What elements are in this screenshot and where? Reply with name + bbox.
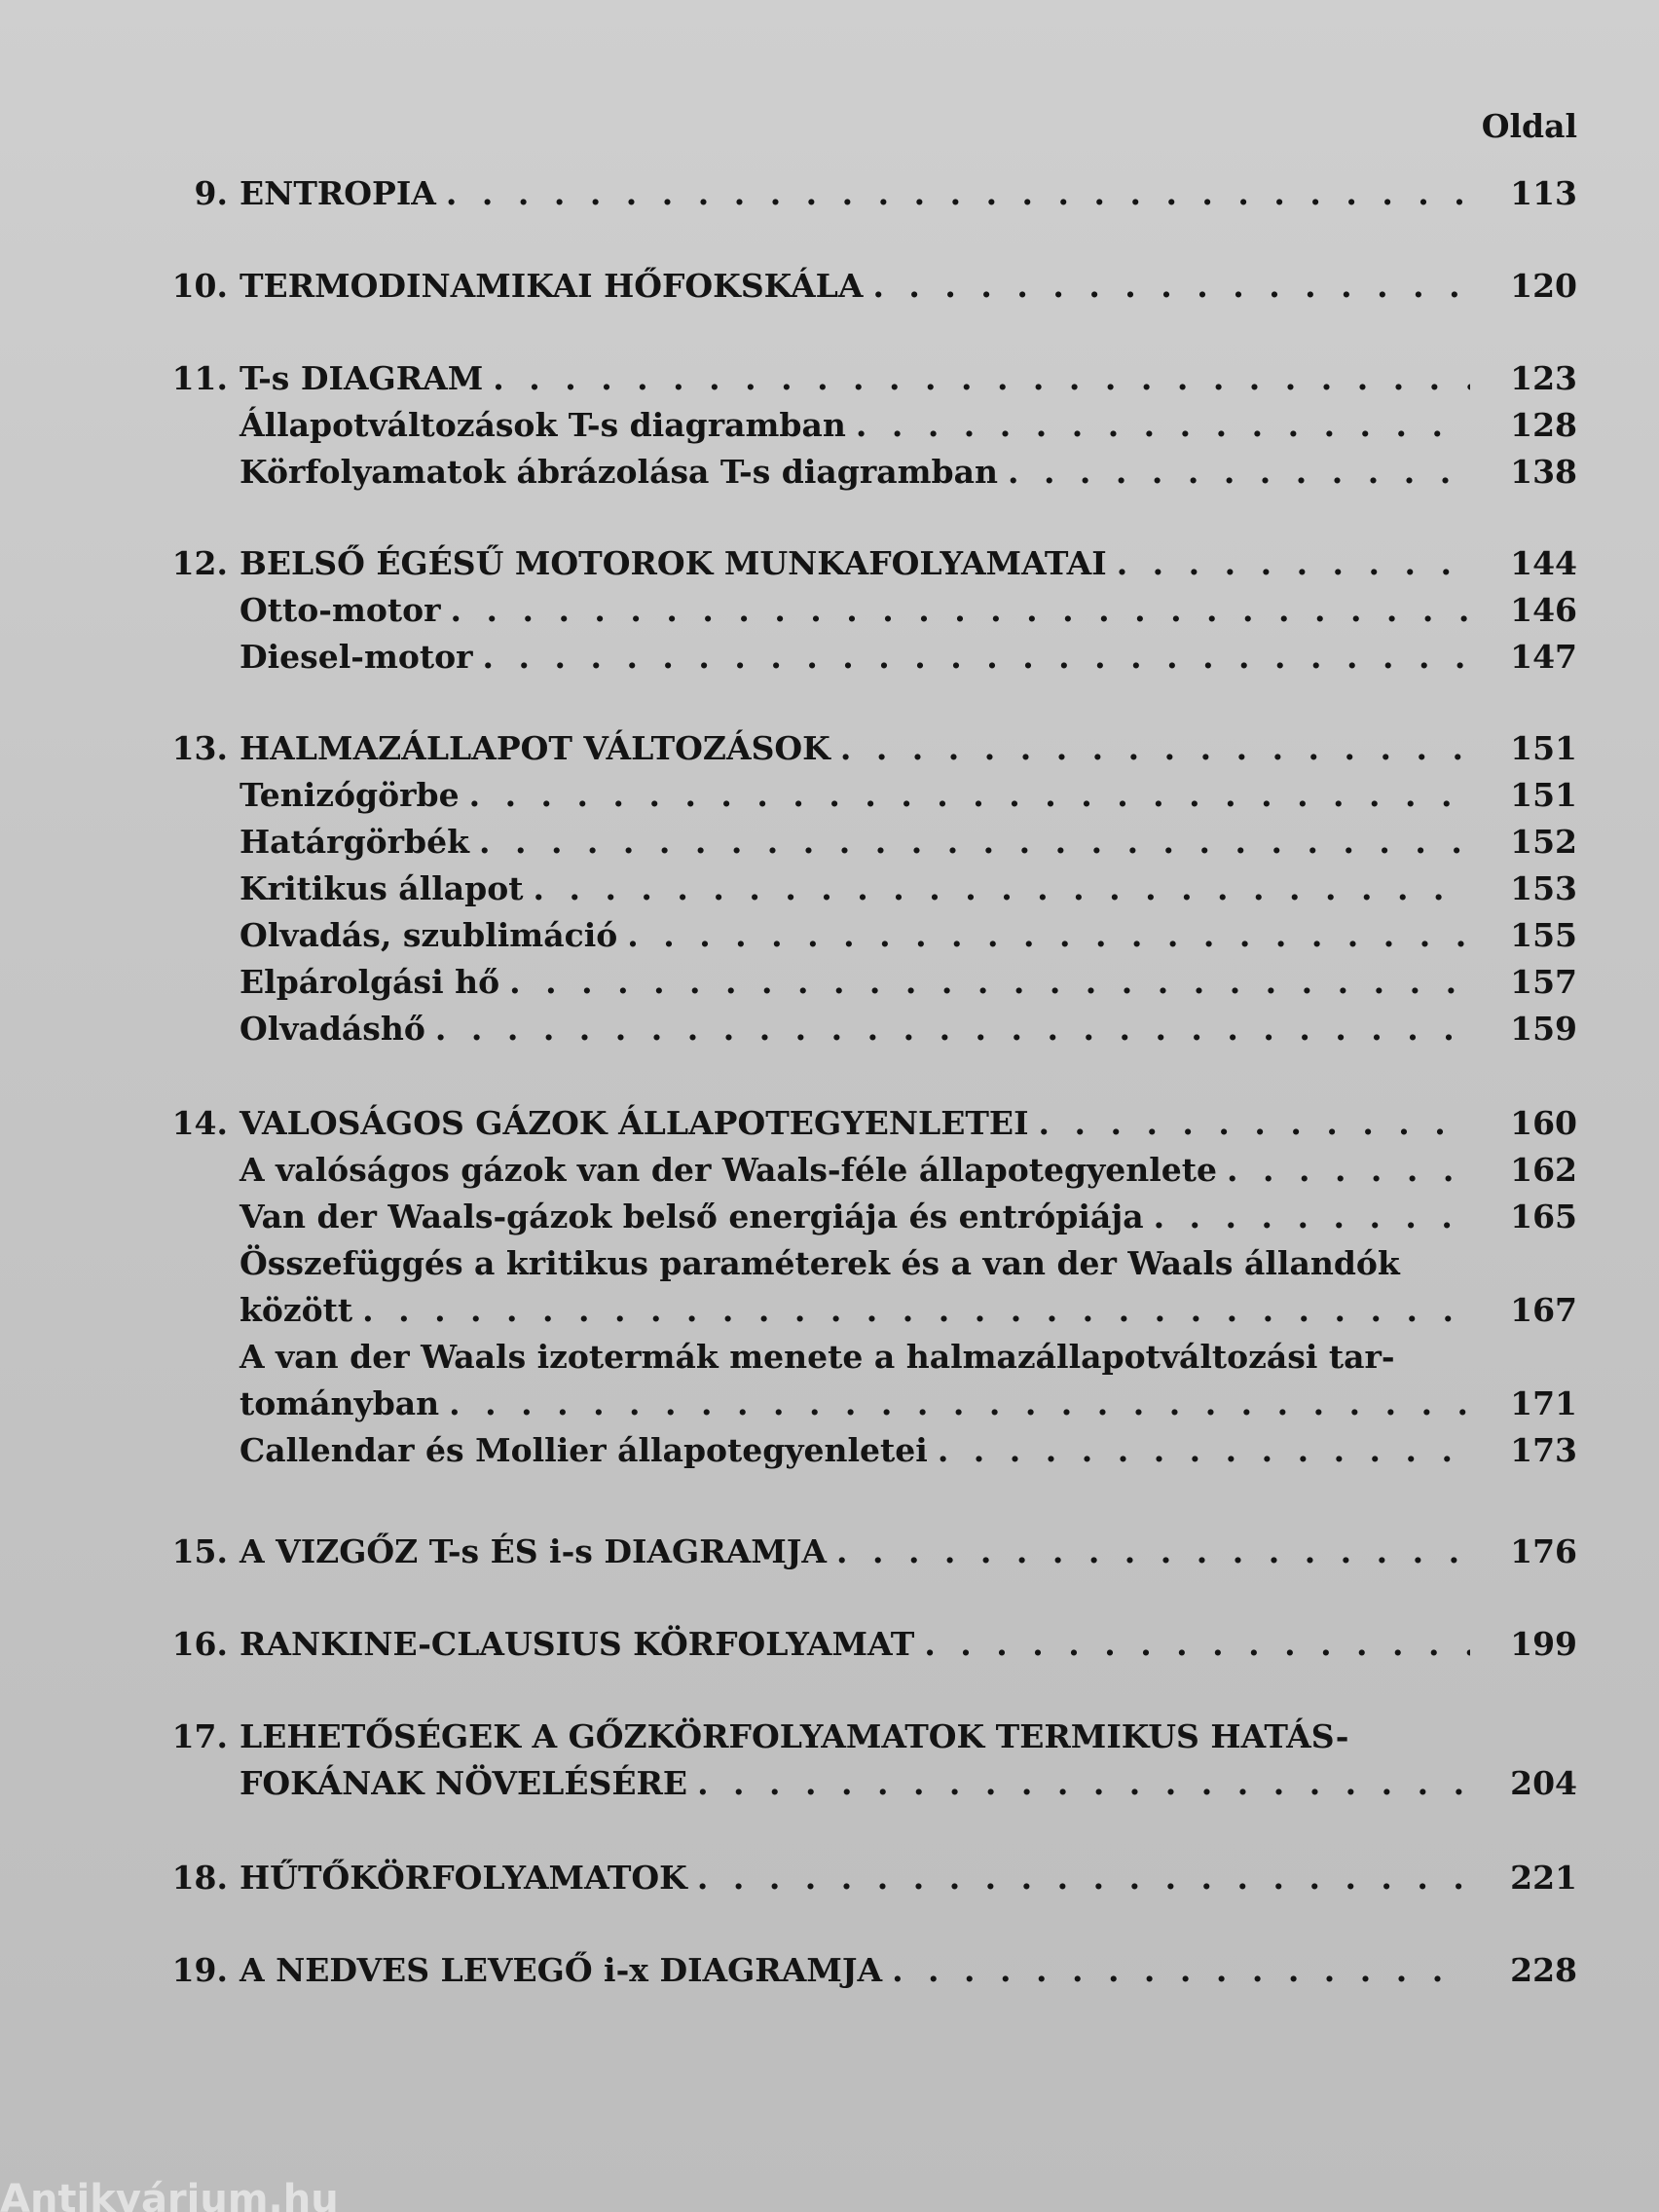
subentry-page: 128 xyxy=(1510,406,1577,444)
entry-title: A NEDVES LEVEGŐ i-x DIAGRAMJA xyxy=(240,1951,883,1989)
entry-page: 176 xyxy=(1510,1532,1577,1570)
dot-leader xyxy=(938,1431,1470,1469)
entry-page: 228 xyxy=(1510,1951,1577,1989)
dot-leader xyxy=(892,1951,1470,1989)
entry-title-line2: FOKÁNAK NÖVELÉSÉRE xyxy=(240,1764,688,1802)
entry-title: BELSŐ ÉGÉSŰ MOTOROK MUNKAFOLYAMATAI xyxy=(240,544,1107,582)
toc-entry-18 xyxy=(146,1850,1577,1897)
entry-page: 144 xyxy=(1510,544,1577,582)
page-column-header: Oldal xyxy=(1481,107,1577,145)
subentry-page: 173 xyxy=(1510,1431,1577,1469)
subentry-title: Olvadáshő xyxy=(240,1010,425,1048)
subentry-page: 165 xyxy=(1510,1198,1577,1235)
toc-entry-15 xyxy=(146,1524,1577,1570)
entry-title: HŰTŐKÖRFOLYAMATOK xyxy=(240,1859,687,1897)
entry-page: 151 xyxy=(1510,729,1577,767)
dot-leader xyxy=(1154,1198,1470,1235)
dot-leader xyxy=(435,1010,1470,1048)
subentry-title: Diesel-motor xyxy=(240,638,473,676)
dot-leader xyxy=(1117,544,1470,582)
dot-leader xyxy=(697,1859,1470,1897)
dot-leader xyxy=(697,1764,1470,1802)
watermark-text: Antikvárium.hu xyxy=(0,2177,339,2212)
entry-number: 13. xyxy=(171,729,228,767)
subentry-title: Van der Waals-gázok belső energiája és entrópiája xyxy=(240,1198,1144,1235)
subentry-title-line1: Összefüggés a kritikus paraméterek és a van der Waals állandók xyxy=(240,1244,1400,1282)
entry-page: 123 xyxy=(1510,359,1577,397)
subentry-page: 159 xyxy=(1510,1010,1577,1048)
entry-title: VALOSÁGOS GÁZOK ÁLLAPOTEGYENLETEI xyxy=(240,1104,1029,1142)
subentry-page: 138 xyxy=(1510,453,1577,491)
entry-page: 221 xyxy=(1510,1859,1577,1897)
dot-leader xyxy=(451,591,1470,629)
entry-title: TERMODINAMIKAI HŐFOKSKÁLA xyxy=(240,267,864,305)
subentry-title-line2: között xyxy=(240,1291,353,1329)
subentry-page: 146 xyxy=(1510,591,1577,629)
dot-leader xyxy=(836,1532,1470,1570)
entry-number: 9. xyxy=(194,174,228,212)
subentry-title-line1: A van der Waals izotermák menete a halmazállapotváltozási tar- xyxy=(240,1338,1395,1376)
subentry-title: A valóságos gázok van der Waals-féle állapotegyenlete xyxy=(240,1151,1218,1189)
dot-leader xyxy=(469,776,1470,814)
entry-title: RANKINE-CLAUSIUS KÖRFOLYAMAT xyxy=(240,1625,915,1663)
dot-leader xyxy=(493,359,1470,397)
toc-entry-10 xyxy=(146,258,1577,305)
subentry-page: 153 xyxy=(1510,869,1577,907)
subentry-page: 167 xyxy=(1510,1291,1577,1329)
subentry-title-line2: tományban xyxy=(240,1384,440,1422)
dot-leader xyxy=(446,174,1470,212)
dot-leader xyxy=(1008,453,1470,491)
toc-entry-14 xyxy=(146,1095,1577,1469)
dot-leader xyxy=(449,1384,1470,1422)
entry-title: ENTROPIA xyxy=(240,174,436,212)
entry-page: 113 xyxy=(1510,174,1577,212)
dot-leader xyxy=(1227,1151,1470,1189)
subentry-title: Határgörbék xyxy=(240,823,469,861)
toc-entry-11 xyxy=(146,350,1577,491)
dot-leader xyxy=(627,916,1470,954)
entry-title-line1: LEHETŐSÉGEK A GŐZKÖRFOLYAMATOK TERMIKUS HATÁS- xyxy=(240,1717,1349,1755)
entry-title: HALMAZÁLLAPOT VÁLTOZÁSOK xyxy=(240,729,830,767)
entry-number: 18. xyxy=(171,1859,228,1897)
entry-number: 11. xyxy=(171,359,228,397)
subentry-title: Tenizógörbe xyxy=(240,776,460,814)
subentry-page: 157 xyxy=(1510,963,1577,1001)
dot-leader xyxy=(924,1625,1470,1663)
subentry-title: Callendar és Mollier állapotegyenletei xyxy=(240,1431,928,1469)
entry-number: 17. xyxy=(171,1717,228,1755)
entry-title: T-s DIAGRAM xyxy=(240,359,484,397)
subentry-title: Elpárolgási hő xyxy=(240,963,500,1001)
entry-number: 16. xyxy=(171,1625,228,1663)
subentry-title: Otto-motor xyxy=(240,591,441,629)
toc-entry-16 xyxy=(146,1616,1577,1663)
toc-entry-13 xyxy=(146,720,1577,1048)
subentry-page: 155 xyxy=(1510,916,1577,954)
entry-number: 14. xyxy=(171,1104,228,1142)
dot-leader xyxy=(362,1291,1470,1329)
subentry-title: Kritikus állapot xyxy=(240,869,524,907)
subentry-title: Állapotváltozások T-s diagramban xyxy=(240,406,846,444)
entry-page: 199 xyxy=(1510,1625,1577,1663)
subentry-title: Olvadás, szublimáció xyxy=(240,916,618,954)
toc-entry-19 xyxy=(146,1942,1577,1989)
dot-leader xyxy=(1039,1104,1470,1142)
dot-leader xyxy=(509,963,1470,1001)
entry-number: 15. xyxy=(171,1532,228,1570)
dot-leader xyxy=(533,869,1470,907)
dot-leader xyxy=(479,823,1470,861)
dot-leader xyxy=(856,406,1470,444)
entry-page: 204 xyxy=(1510,1764,1577,1802)
dot-leader xyxy=(483,638,1470,676)
toc-entry-12 xyxy=(146,535,1577,676)
dot-leader xyxy=(840,729,1470,767)
dot-leader xyxy=(872,267,1470,305)
entry-number: 19. xyxy=(171,1951,228,1989)
toc-entry-9 xyxy=(146,166,1577,212)
entry-page: 120 xyxy=(1510,267,1577,305)
toc-entry-17 xyxy=(146,1709,1577,1802)
entry-number: 10. xyxy=(171,267,228,305)
entry-title: A VIZGŐZ T-s ÉS i-s DIAGRAMJA xyxy=(240,1532,827,1570)
subentry-page: 147 xyxy=(1510,638,1577,676)
entry-page: 160 xyxy=(1510,1104,1577,1142)
subentry-page: 152 xyxy=(1510,823,1577,861)
subentry-title: Körfolyamatok ábrázolása T-s diagramban xyxy=(240,453,998,491)
subentry-page: 171 xyxy=(1510,1384,1577,1422)
entry-number: 12. xyxy=(171,544,228,582)
subentry-page: 151 xyxy=(1510,776,1577,814)
subentry-page: 162 xyxy=(1510,1151,1577,1189)
